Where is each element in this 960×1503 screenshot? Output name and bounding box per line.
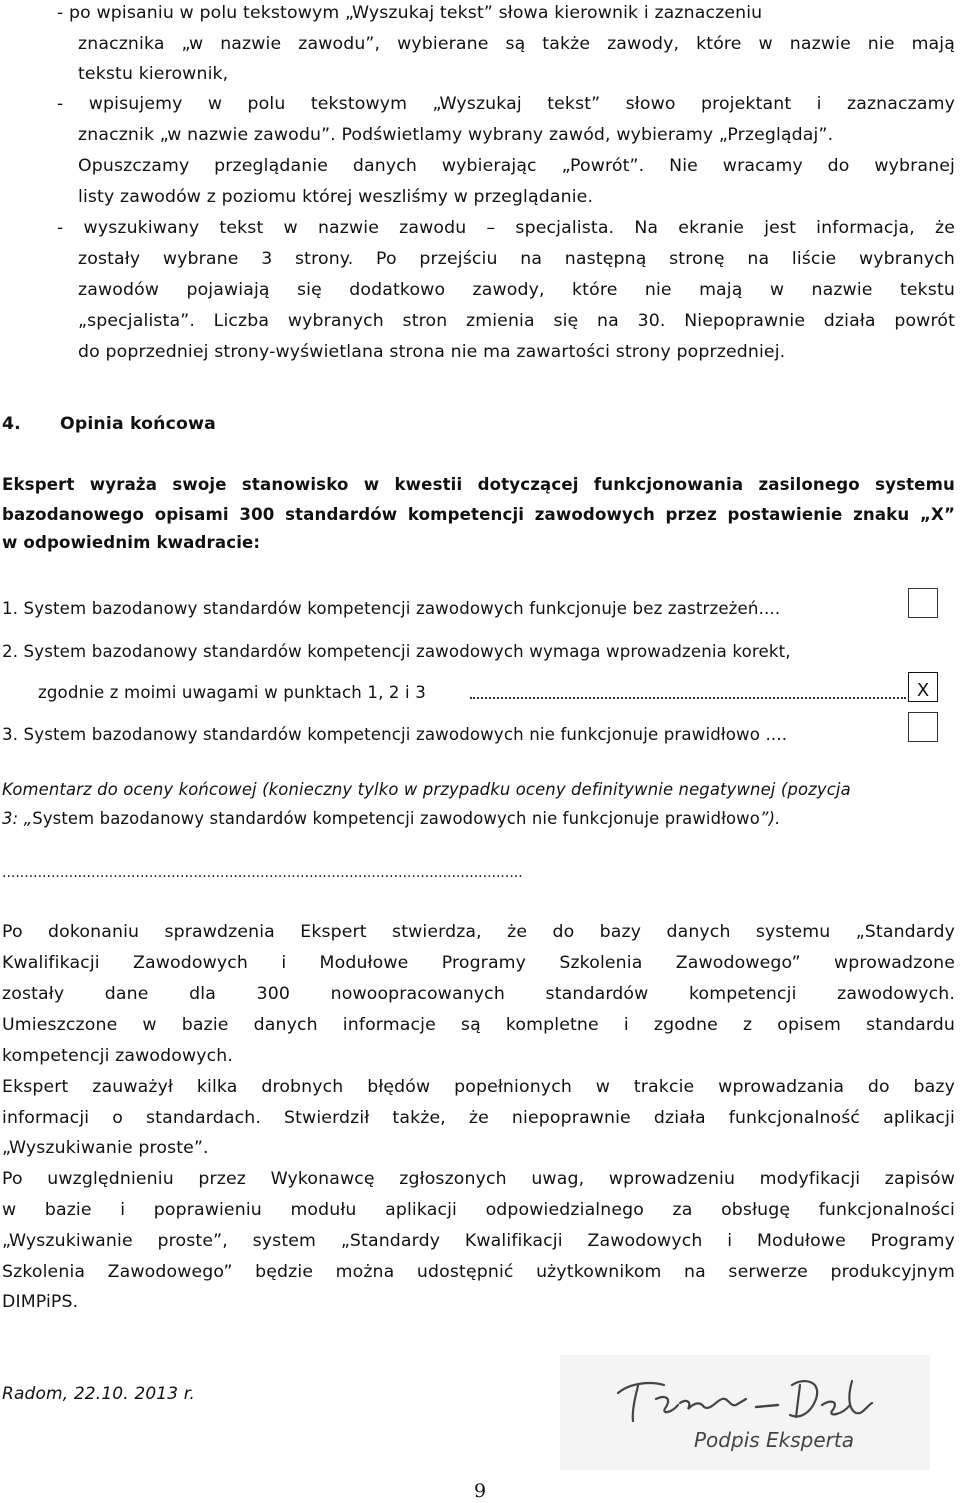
conclusion-2-line-3: „Wyszukiwanie proste”. (2, 1138, 209, 1158)
conclusion-3-line-3: „Wyszukiwanie proste”, system „Standardy Kwalifikacji Zawodowych i Modułowe Programy (2, 1231, 955, 1251)
list-item-3-line-3: zawodów pojawiają się dodatkowo zawody, które nie mają w nazwie tekstu (78, 280, 955, 300)
option-1-text: 1. System bazodanowy standardów kompetencji zawodowych funkcjonuje bez zastrzeżeń.... (2, 599, 781, 618)
option-1-checkbox[interactable] (908, 588, 938, 618)
signature-area (560, 1355, 930, 1470)
list-item-1-line-1: - po wpisaniu w polu tekstowym „Wyszukaj tekst” słowa kierownik i zaznaczeniu (57, 3, 763, 23)
list-item-3-line-2: zostały wybrane 3 strony. Po przejściu na następną stronę na liście wybranych (78, 249, 955, 269)
option-3-checkbox[interactable] (908, 712, 938, 742)
conclusion-2-line-2: informacji o standardach. Stwierdził także, że niepoprawnie działa funkcjonalność aplikacji (2, 1108, 955, 1128)
conclusion-1-line-2: Kwalifikacji Zawodowych i Modułowe Programy Szkolenia Zawodowego” wprowadzone (2, 953, 955, 973)
comment-prefix: 3: „ (2, 809, 33, 828)
comment-line-2 (2, 808, 780, 830)
list-item-1-line-2: znacznika „w nazwie zawodu”, wybierane są także zawody, które w nazwie nie mają (78, 34, 955, 54)
comment-suffix: ”). (759, 809, 781, 828)
leader-dots (470, 697, 906, 699)
conclusion-3-line-1: Po uwzględnieniu przez Wykonawcę zgłoszonych uwag, wprowadzeniu modyfikacji zapisów (2, 1169, 955, 1189)
list-item-2-line-4: listy zawodów z poziomu której weszliśmy w przeglądanie. (78, 187, 594, 207)
signature-caption: Podpis Eksperta (694, 1428, 854, 1452)
conclusion-1-line-3: zostały dane dla 300 nowoopracowanych standardów kompetencji zawodowych. (2, 984, 955, 1004)
handwritten-signature (560, 1355, 930, 1470)
comment-quote: System bazodanowy standardów kompetencji zawodowych nie funkcjonuje prawidłowo (32, 809, 760, 828)
list-item-2-line-3: Opuszczamy przeglądanie danych wybierając „Powrót”. Nie wracamy do wybranej (78, 156, 955, 176)
section-title: Opinia końcowa (60, 414, 216, 434)
list-item-3-line-1: - wyszukiwany tekst w nazwie zawodu – specjalista. Na ekranie jest informacja, że (57, 218, 955, 238)
comment-line-1: Komentarz do oceny końcowej (konieczny tylko w przypadku oceny definitywnie negatywnej (pozycja (2, 780, 851, 799)
option-2-check-mark: X (916, 680, 930, 701)
conclusion-3-line-5: DIMPiPS. (2, 1292, 79, 1312)
page-number: 9 (473, 1480, 487, 1502)
conclusion-1-line-5: kompetencji zawodowych. (2, 1046, 234, 1066)
place-date: Radom, 22.10. 2013 r. (2, 1384, 195, 1404)
list-item-3-line-4: „specjalista”. Liczba wybranych stron zmienia się na 30. Niepoprawnie działa powrót (78, 311, 955, 331)
option-3-text: 3. System bazodanowy standardów kompetencji zawodowych nie funkcjonuje prawidłowo .... (2, 725, 788, 744)
list-item-2-line-2: znacznik „w nazwie zawodu”. Podświetlamy wybrany zawód, wybieramy „Przeglądaj”. (78, 125, 834, 145)
intro-line-2: bazodanowego opisami 300 standardów kompetencji zawodowych przez postawienie znaku „X” (2, 505, 955, 524)
option-2-text-cont: zgodnie z moimi uwagami w punktach 1, 2 i 3 (38, 683, 426, 702)
section-number: 4. (2, 414, 21, 434)
list-item-3-line-5: do poprzedniej strony-wyświetlana strona nie ma zawartości strony poprzedniej. (78, 342, 786, 362)
conclusion-3-line-2: w bazie i poprawieniu modułu aplikacji odpowiedzialnego za obsługę funkcjonalności (2, 1200, 955, 1220)
list-item-1-line-3: tekstu kierownik, (78, 64, 229, 84)
conclusion-3-line-4: Szkolenia Zawodowego” będzie można udostępnić użytkownikom na serwerze produkcyjnym (2, 1262, 955, 1282)
conclusion-1-line-4: Umieszczone w bazie danych informacje są kompletne i zgodne z opisem standardu (2, 1015, 955, 1035)
option-2-text: 2. System bazodanowy standardów kompetencji zawodowych wymaga wprowadzenia korekt, (2, 642, 791, 661)
list-item-2-line-1: - wpisujemy w polu tekstowym „Wyszukaj tekst” słowo projektant i zaznaczamy (57, 94, 955, 114)
comment-dots: ..................................................................................................................... (2, 865, 523, 881)
conclusion-1-line-1: Po dokonaniu sprawdzenia Ekspert stwierdza, że do bazy danych systemu „Standardy (2, 922, 955, 942)
intro-line-3: w odpowiednim kwadracie: (2, 533, 261, 552)
conclusion-2-line-1: Ekspert zauważył kilka drobnych błędów popełnionych w trakcie wprowadzania do bazy (2, 1077, 955, 1097)
intro-line-1: Ekspert wyraża swoje stanowisko w kwestii dotyczącej funkcjonowania zasilonego systemu (2, 475, 955, 494)
